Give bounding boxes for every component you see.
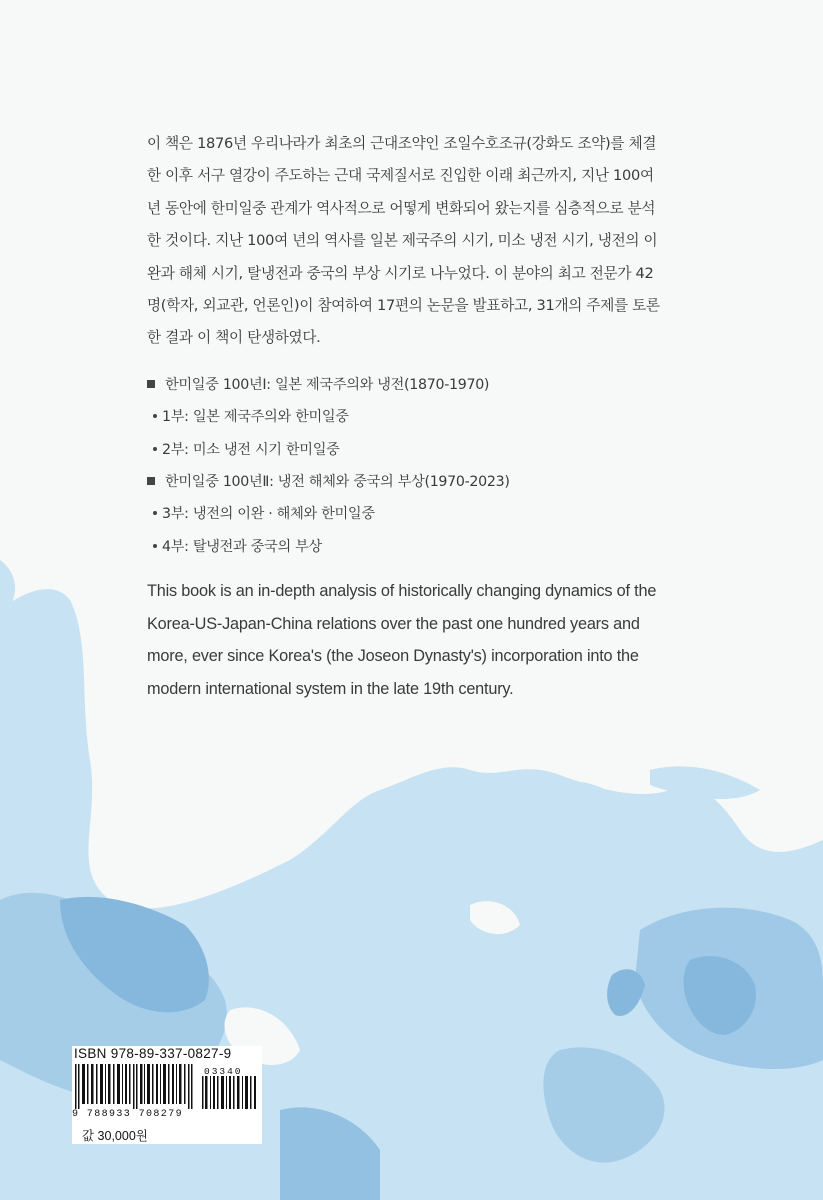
volume-1-part-2: 2부: 미소 냉전 시기 한미일중	[147, 434, 667, 466]
dot-bullet-icon	[153, 511, 157, 515]
volume-1-part-1: 1부: 일본 제국주의와 한미일중	[147, 401, 667, 433]
english-summary: This book is an in-depth analysis of historically changing dynamics of the Korea-US-Japan-China relations over the past one hundred years and more, ever since Korea's (the Joseon Dynasty's) incorporation into the modern international system in the late 19th century.	[147, 582, 657, 699]
square-bullet-icon	[147, 477, 155, 485]
dot-bullet-icon	[153, 414, 157, 418]
dot-bullet-icon	[153, 544, 157, 548]
isbn-barcode-block	[72, 1046, 262, 1144]
volume-2-title: 한미일중 100년Ⅱ: 냉전 해체와 중국의 부상(1970-2023)	[147, 466, 667, 498]
barcode-area	[72, 1064, 262, 1122]
isbn-label: ISBN 978-89-337-0827-9	[74, 1046, 232, 1061]
volume-1-title: 한미일중 100년Ⅰ: 일본 제국주의와 냉전(1870-1970)	[147, 369, 667, 401]
volume-2-part-3: 3부: 냉전의 이완 · 해체와 한미일중	[147, 498, 667, 530]
dot-bullet-icon	[153, 447, 157, 451]
intro-paragraph: 이 책은 1876년 우리나라가 최초의 근대조약인 조일수호조규(강화도 조약)를 체결한 이후 서구 열강이 주도하는 근대 국제질서로 진입한 이래 최근까지, 지난 100여 년 동안에 한미일중 관계가 역사적으로 어떻게 변화되어 왔는지를 심층적으로 분석한 것이다. 지난 100여 년의 역사를 일본 제국주의 시기, 미소 냉전 시기, 냉전의 이완과 해체 시기, 탈냉전과 중국의 부상 시기로 나누었다. 이 분야의 최고 전문가 42명(학자, 외교관, 언론인)이 참여하여 17편의 논문을 발표하고, 31개의 주제를 토론한 결과 이 책이 탄생하였다.	[147, 135, 660, 347]
square-bullet-icon	[147, 380, 155, 388]
price-label: 값 30,000원	[82, 1129, 148, 1143]
back-cover-text	[147, 128, 667, 706]
contents-list	[147, 369, 667, 563]
volume-2-part-4: 4부: 탈냉전과 중국의 부상	[147, 531, 667, 563]
addon-digits: 03340	[204, 1066, 243, 1077]
ean-digits: 9 788933 708279	[72, 1109, 184, 1120]
